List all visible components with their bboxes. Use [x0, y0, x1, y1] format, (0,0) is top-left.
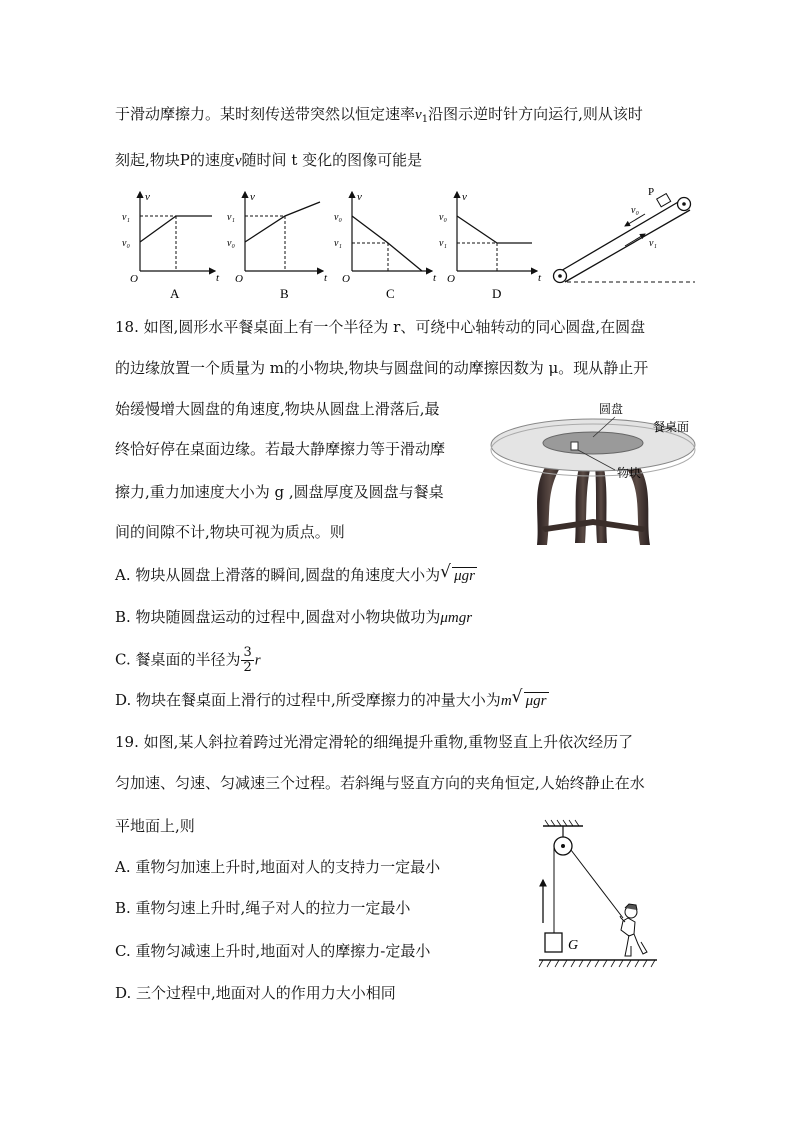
- q17-line-2-text: 刻起,物块P的速度: [115, 151, 235, 169]
- graph-c-origin: O: [342, 273, 350, 285]
- q18-option-c-text: C. 餐桌面的半径为: [115, 650, 241, 669]
- q18-option-c-var: r: [254, 652, 261, 669]
- q18-option-c: [115, 646, 261, 675]
- graph-b-tick-v1: v₁: [227, 212, 235, 223]
- q19-option-d: D. 三个过程中,地面对人的作用力大小相同: [115, 984, 396, 1002]
- graph-d-axis-t: t: [538, 272, 542, 284]
- graph-c-axis-t: t: [433, 272, 437, 284]
- graph-c-tick-v1: v₁: [334, 238, 342, 249]
- graph-a-label: A: [170, 286, 180, 301]
- q18-stem-line-1: 18. 如图,圆形水平餐桌面上有一个半径为 r、可绕中心轴转动的同心圆盘,在圆盘: [115, 318, 646, 336]
- weight-g: [545, 933, 562, 952]
- q17-line-1-text: 于滑动摩擦力。某时刻传送带突然以恒定速率: [115, 105, 416, 123]
- person-figure: [620, 904, 647, 956]
- q18-option-b: [115, 606, 472, 629]
- q19-option-a: A. 重物匀加速上升时,地面对人的支持力一定最小: [115, 858, 441, 876]
- graph-d-axis-v: v: [462, 191, 467, 203]
- q19-stem-line-3: 平地面上,则: [115, 817, 195, 835]
- q18-option-a-expr: μgr: [454, 568, 476, 584]
- label-table: 餐桌面: [653, 420, 690, 434]
- graph-d-origin: O: [447, 273, 455, 285]
- q18-option-a: [115, 564, 477, 587]
- frac-num: 3: [243, 645, 252, 660]
- frac-den: 2: [243, 660, 252, 675]
- belt-label-v1: v₁: [649, 238, 657, 249]
- q17-graphs: [110, 188, 550, 303]
- pulley-diagram: [535, 818, 665, 973]
- q18-stem-line-2: 的边缘放置一个质量为 m的小物块,物块与圆盘间的动摩擦因数为 μ。现从静止开: [115, 359, 649, 377]
- q18-option-d-expr: μgr: [525, 693, 547, 709]
- block-on-disk: [571, 442, 578, 450]
- graph-b: [227, 191, 328, 301]
- graph-a-origin: O: [130, 273, 138, 285]
- graph-a-axis-t: t: [216, 272, 220, 284]
- block-p: [657, 194, 671, 207]
- graph-d: [439, 191, 542, 301]
- q17-line-1-end: 沿图示逆时针方向运行,则从该时: [428, 105, 643, 123]
- belt-label-v0: v₀: [631, 205, 639, 216]
- graph-b-label: B: [280, 286, 289, 301]
- q17-var-sub: 1: [421, 114, 429, 125]
- q18-option-b-expr: μmgr: [440, 610, 473, 626]
- graph-a-tick-v0: v₀: [122, 238, 130, 249]
- sqrt-mugr-a: √ μgr: [440, 562, 476, 584]
- q18-option-d: [115, 689, 549, 712]
- q19-option-c: C. 重物匀减速上升时,地面对人的摩擦力-定最小: [115, 942, 431, 960]
- q18-stem-line-6: 间的间隙不计,物块可视为质点。则: [115, 523, 345, 541]
- q18-option-d-text: D. 物块在餐桌面上滑行的过程中,所受摩擦力的冲量大小为: [115, 691, 501, 709]
- graph-d-tick-v1: v₁: [439, 238, 447, 249]
- graph-b-axis-t: t: [324, 272, 328, 284]
- q17-line-2: [115, 149, 422, 172]
- q18-option-d-m: m: [500, 693, 512, 709]
- q18-option-b-text: B. 物块随圆盘运动的过程中,圆盘对小物块做功为: [115, 608, 441, 626]
- label-disk: 圆盘: [599, 402, 624, 416]
- q17-var-v2: v: [234, 153, 242, 169]
- graph-a-axis-v: v: [145, 191, 150, 203]
- q18-stem-line-5: 擦力,重力加速度大小为 g ,圆盘厚度及圆盘与餐桌: [115, 483, 444, 501]
- q18-stem-line-3: 始缓慢增大圆盘的角速度,物块从圆盘上滑落后,最: [115, 400, 440, 418]
- q18-stem-line-4: 终恰好停在桌面边缘。若最大静摩擦力等于滑动摩: [115, 440, 446, 458]
- q17-line-2-end: 随时间 t 变化的图像可能是: [241, 151, 423, 169]
- q19-stem-line-1: 19. 如图,某人斜拉着跨过光滑定滑轮的细绳提升重物,重物竖直上升依次经历了: [115, 733, 634, 751]
- graph-b-axis-v: v: [250, 191, 255, 203]
- conveyor-belt-diagram: [545, 184, 700, 286]
- graph-c: [334, 191, 437, 301]
- graph-d-label: D: [492, 286, 502, 301]
- q19-stem-line-2: 匀加速、匀速、匀减速三个过程。若斜绳与竖直方向的夹角恒定,人始终静止在水: [115, 774, 645, 792]
- belt-label-p: P: [648, 186, 655, 198]
- q17-line-1: [115, 103, 643, 131]
- fraction-3-2: [241, 646, 253, 675]
- graph-c-axis-v: v: [357, 191, 362, 203]
- graph-b-tick-v0: v₀: [227, 238, 235, 249]
- label-block: 物块: [617, 466, 642, 480]
- q19-option-b: B. 重物匀速上升时,绳子对人的拉力一定最小: [115, 899, 411, 917]
- graph-d-tick-v0: v₀: [439, 212, 447, 223]
- round-table-diagram: [485, 395, 715, 555]
- sqrt-mugr-d: √ μgr: [511, 687, 547, 709]
- label-g: G: [568, 938, 579, 953]
- q18-option-a-text: A. 物块从圆盘上滑落的瞬间,圆盘的角速度大小为: [115, 566, 441, 584]
- graph-a-tick-v1: v₁: [122, 212, 130, 223]
- graph-b-origin: O: [235, 273, 243, 285]
- graph-c-tick-v0: v₀: [334, 212, 342, 223]
- graph-a: [122, 191, 220, 301]
- graph-c-label: C: [386, 286, 395, 301]
- q17-var-v: v: [415, 107, 422, 123]
